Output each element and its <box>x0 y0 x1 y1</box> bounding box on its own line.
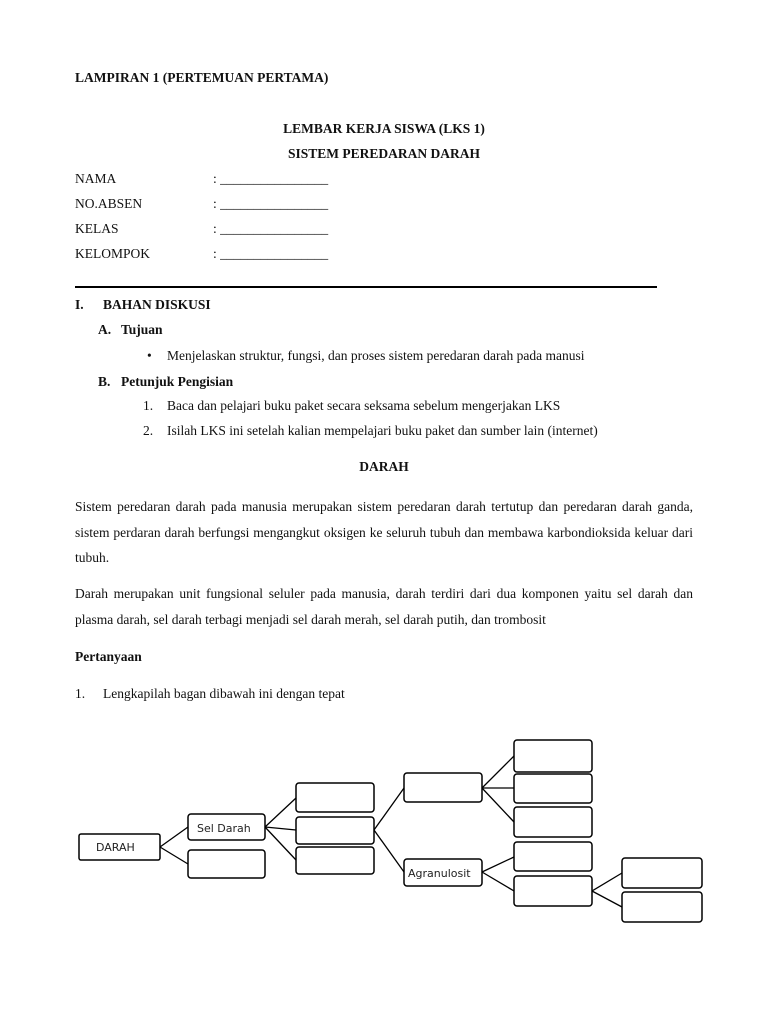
blank-box[interactable] <box>514 774 592 803</box>
subsection-a-title: Tujuan <box>121 322 163 337</box>
absen-label: NO.ABSEN <box>75 196 143 211</box>
instruction-item: Baca dan pelajari buku paket secara seksama sebelum mengerjakan LKS <box>167 398 561 413</box>
blank-box[interactable] <box>622 892 702 922</box>
name-label: NAMA <box>75 171 117 186</box>
blank-box[interactable] <box>188 850 265 878</box>
divider-line <box>75 286 657 288</box>
objective-bullet: • Menjelaskan struktur, fungsi, dan proses sistem peredaran darah pada manusi <box>167 348 584 364</box>
instruction-item: Isilah LKS ini setelah kalian mempelajari buku paket dan sumber lain (internet) <box>167 423 598 438</box>
class-field: : ________________ <box>213 221 329 236</box>
instruction-number: 1. <box>143 398 154 413</box>
darah-heading: DARAH <box>359 459 409 474</box>
paragraph-2: Darah merupakan unit fungsional seluler pada manusia, darah terdiri dari dua komponen yaitu sel darah dan plasma darah, sel darah terbagi menjadi sel darah merah, sel darah putih, dan trombosit <box>75 586 693 627</box>
agranulosit-label: Agranulosit <box>408 867 471 880</box>
blood-tree-diagram <box>0 720 768 930</box>
blank-box[interactable] <box>514 842 592 871</box>
instruction-number: 2. <box>143 423 154 438</box>
class-label: KELAS <box>75 221 119 236</box>
blank-box[interactable] <box>296 847 374 874</box>
worksheet-subtitle: SISTEM PEREDARAN DARAH <box>287 146 481 161</box>
name-field: : ________________ <box>213 171 329 186</box>
subsection-b-title: Petunjuk Pengisian <box>121 374 234 389</box>
questions-heading: Pertanyaan <box>75 649 142 664</box>
group-label: KELOMPOK <box>75 246 151 261</box>
blank-box[interactable] <box>622 858 702 888</box>
worksheet-title: LEMBAR KERJA SISWA (LKS 1) <box>283 121 485 136</box>
subsection-a-label: A. <box>98 322 112 337</box>
paragraph-1: Sistem peredaran darah pada manusia merupakan sistem peredaran darah tertutup dan peredaran darah ganda, sistem perdaran darah berfungsi mengangkut oksigen ke seluruh tubuh dan membawa karbondioksida keluar dari tubuh. <box>75 499 693 565</box>
question-number: 1. <box>75 686 86 701</box>
blank-box[interactable] <box>296 783 374 812</box>
darah-box-label: DARAH <box>96 841 135 854</box>
section-number: I. <box>75 297 84 312</box>
blank-box[interactable] <box>296 817 374 844</box>
blank-box[interactable] <box>514 876 592 906</box>
blank-box[interactable] <box>514 740 592 772</box>
question-text: Lengkapilah bagan dibawah ini dengan tepat <box>103 686 345 701</box>
section-heading: BAHAN DISKUSI <box>103 297 211 312</box>
absen-field: : ________________ <box>213 196 329 211</box>
blank-box[interactable] <box>514 807 592 837</box>
appendix-label: LAMPIRAN 1 (PERTEMUAN PERTAMA) <box>75 70 329 85</box>
sel-darah-label: Sel Darah <box>197 822 251 835</box>
blank-box[interactable] <box>404 773 482 802</box>
subsection-b-label: B. <box>98 374 111 389</box>
group-field: : ________________ <box>213 246 329 261</box>
